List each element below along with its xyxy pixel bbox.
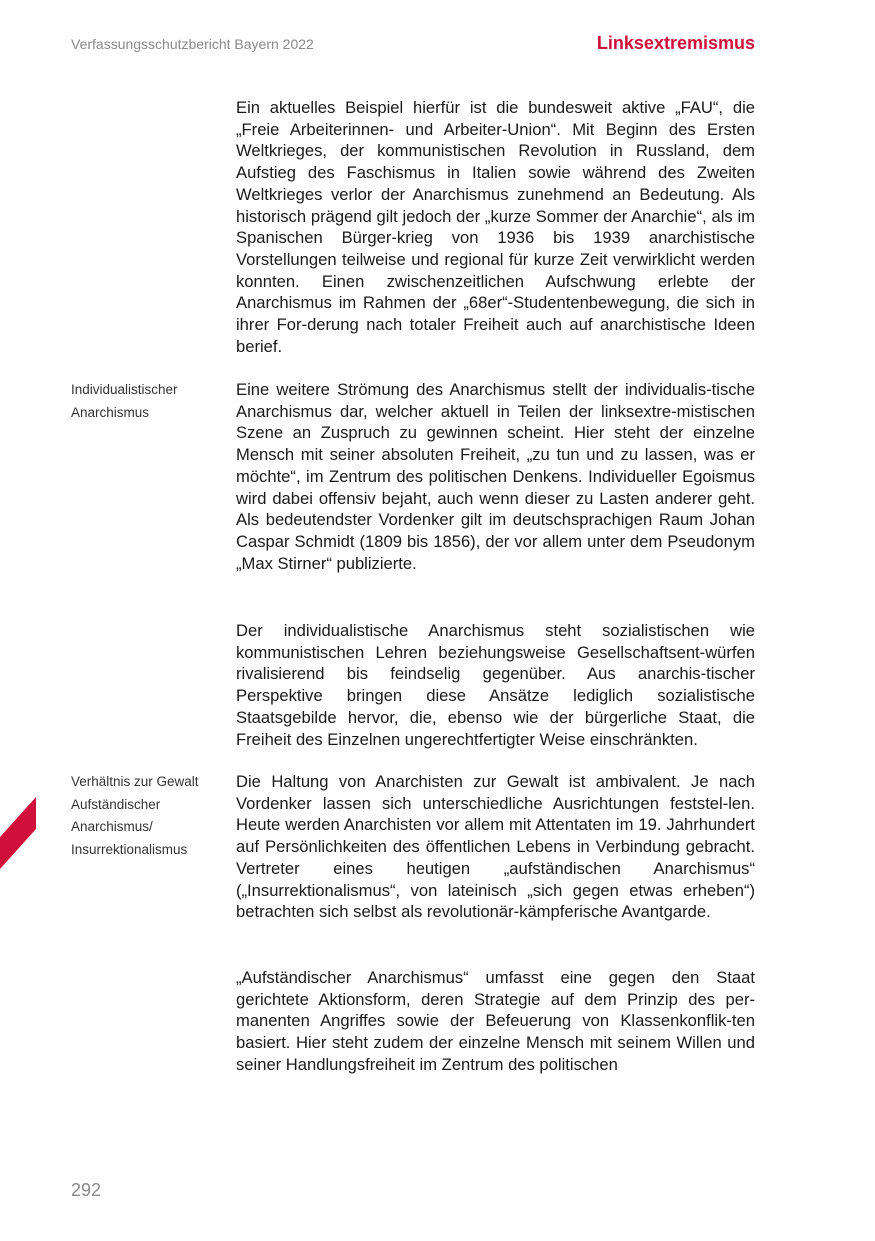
page-number: 292 (71, 1180, 102, 1200)
body-paragraph-5: „Aufständischer Anarchismus“ umfasst eine gegen den Staat gerichtete Aktionsform, deren Strategie auf dem Prinzip des per-manenten Angriffes sowie der Befeuerung von Klassenkonflik-ten basiert. Hier steht zudem der einzelne Mensch mit seinem Willen und seiner Handlungsfreiheit im Zentrum des politischen (236, 968, 755, 1074)
body-paragraph-3: Der individualistische Anarchismus steht sozialistischen wie kommunistischen Lehren beziehungsweise Gesellschaftsent-würfen rivalisierend bis feindselig gegenüber. Aus anarchis-tischer Perspektive bringen diese Ansätze lediglich sozialistische Staatsgebilde hervor, die, ebenso wie der bürgerliche Staat, die Freiheit des Einzelnen ungerechtfertigter Weise einschränkten. (236, 621, 755, 749)
body-paragraph-1: Ein aktuelles Beispiel hierfür ist die bundesweit aktive „FAU“, die „Freie Arbeiterinnen- und Arbeiter-Union“. Mit Beginn des Ersten Weltkrieges, der kommunistischen Revolution in Russland, dem Aufstieg des Faschismus in Italien sowie während des Zweiten Weltkrieges verlor der Anarchismus zunehmend an Bedeutung. Als historisch prägend gilt jedoch der „kurze Sommer der Anarchie“, als im Spanischen Bürger-krieg von 1936 bis 1939 anarchistische Vorstellungen teilweise und regional für kurze Zeit verwirklicht werden konnten. Einen zwischenzeitlichen Aufschwung erlebte der Anarchismus im Rahmen der „68er“-Studentenbewegung, die sich in ihrer For-derung nach totaler Freiheit auch auf anarchistische Ideen berief. (236, 98, 755, 356)
body-paragraph-4: Die Haltung von Anarchisten zur Gewalt ist ambivalent. Je nach Vordenker lassen sich unterschiedliche Ausrichtungen feststel-len. Heute werden Anarchisten vor allem mit Attentaten im 19. Jahrhundert auf Persönlichkeiten des öffentlichen Lebens in Verbindung gebracht. Vertreter eines heutigen „aufständischen Anarchismus“ („Insurrektionalismus“, von lateinisch „sich gegen etwas erheben“) betrachten sich selbst als revolutionär-kämpferische Avantgarde. (236, 772, 755, 922)
header-section-title: Linksextremismus (596, 33, 755, 53)
margin-note-line: Anarchismus/ (71, 819, 153, 834)
margin-note-violence (71, 771, 221, 861)
margin-note-line: Aufständischer (71, 796, 161, 812)
margin-note-individualistic (71, 379, 221, 424)
margin-note-line: Individualistischer (71, 382, 178, 397)
red-marker-shape (0, 797, 36, 869)
margin-note-line: Verhältnis zur Gewalt (71, 774, 199, 789)
margin-note-line: Anarchismus (71, 404, 150, 420)
margin-note-line: Insurrektionalismus (71, 841, 188, 857)
body-paragraph-2: Eine weitere Strömung des Anarchismus stellt der individualis-tische Anarchismus dar, welcher aktuell in Teilen der linksextre-mistischen Szene an Zuspruch zu gewinnen scheint. Hier steht der einzelne Mensch mit seiner absoluten Freiheit, „zu tun und zu lassen, was er möchte“, im Zentrum des politischen Denkens. Individueller Egoismus wird dabei offensiv bejaht, auch wenn dieser zu Lasten anderer geht. Als bedeutendster Vordenker gilt im deutschsprachigen Raum Johan Caspar Schmidt (1809 bis 1856), der vor allem unter dem Pseudonym „Max Stirner“ publizierte. (236, 380, 755, 573)
red-section-marker (0, 797, 36, 869)
header-publication-title: Verfassungsschutzbericht Bayern 2022 (71, 36, 314, 52)
